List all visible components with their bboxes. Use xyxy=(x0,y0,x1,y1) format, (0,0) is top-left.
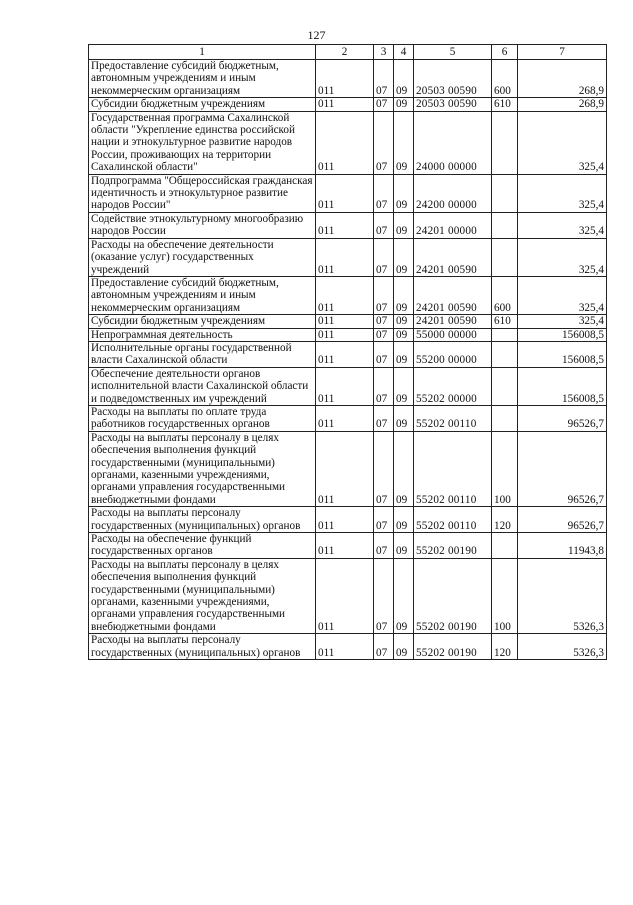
row-description: Предоставление субсидий бюджетным, автономным учреждениям и иным некоммерческим организациям xyxy=(89,60,316,98)
row-subsection-code: 09 xyxy=(394,60,414,98)
row-target-article: 24201 00590 xyxy=(414,276,492,314)
row-subsection-code: 09 xyxy=(394,341,414,367)
row-ministry-code: 011 xyxy=(316,405,374,431)
row-target-article: 55202 00190 xyxy=(414,558,492,633)
table-row xyxy=(89,60,607,98)
table-row xyxy=(89,315,607,328)
row-expense-type xyxy=(492,341,518,367)
row-section-code: 07 xyxy=(374,238,394,276)
row-expense-type xyxy=(492,533,518,559)
row-description: Расходы на выплаты персоналу государственных (муниципальных) органов xyxy=(89,507,316,533)
row-subsection-code: 09 xyxy=(394,507,414,533)
table-row xyxy=(89,276,607,314)
row-section-code: 07 xyxy=(374,315,394,328)
row-target-article: 55000 00000 xyxy=(414,328,492,341)
row-target-article: 24000 00000 xyxy=(414,111,492,174)
row-amount: 11943,8 xyxy=(518,533,607,559)
row-section-code: 07 xyxy=(374,341,394,367)
row-subsection-code: 09 xyxy=(394,174,414,212)
row-description: Субсидии бюджетным учреждениям xyxy=(89,315,316,328)
row-ministry-code: 011 xyxy=(316,341,374,367)
row-ministry-code: 011 xyxy=(316,212,374,238)
row-amount: 325,4 xyxy=(518,238,607,276)
budget-table xyxy=(88,44,607,660)
row-target-article: 55202 00110 xyxy=(414,507,492,533)
row-amount: 96526,7 xyxy=(518,507,607,533)
table-row xyxy=(89,507,607,533)
table-row xyxy=(89,111,607,174)
row-section-code: 07 xyxy=(374,558,394,633)
row-expense-type: 120 xyxy=(492,507,518,533)
row-subsection-code: 09 xyxy=(394,238,414,276)
row-section-code: 07 xyxy=(374,507,394,533)
row-description: Расходы на выплаты персоналу в целях обеспечения выполнения функций государственными (муниципальными) органами, казенными учреждениями, органами управления государственными внебюджетными фондами xyxy=(89,558,316,633)
row-ministry-code: 011 xyxy=(316,238,374,276)
row-subsection-code: 09 xyxy=(394,367,414,405)
row-target-article: 24201 00000 xyxy=(414,212,492,238)
row-amount: 268,9 xyxy=(518,98,607,111)
row-description: Обеспечение деятельности органов исполнительной власти Сахалинской области и подведомственных им учреждений xyxy=(89,367,316,405)
row-expense-type: 100 xyxy=(492,431,518,506)
row-target-article: 20503 00590 xyxy=(414,60,492,98)
column-header-6: 6 xyxy=(492,45,518,60)
row-expense-type xyxy=(492,238,518,276)
row-target-article: 55202 00110 xyxy=(414,431,492,506)
row-subsection-code: 09 xyxy=(394,328,414,341)
column-number-row xyxy=(89,45,607,60)
row-ministry-code: 011 xyxy=(316,634,374,660)
row-ministry-code: 011 xyxy=(316,507,374,533)
column-header-4: 4 xyxy=(394,45,414,60)
row-target-article: 20503 00590 xyxy=(414,98,492,111)
row-amount: 96526,7 xyxy=(518,431,607,506)
row-amount: 96526,7 xyxy=(518,405,607,431)
row-target-article: 24201 00590 xyxy=(414,315,492,328)
row-description: Государственная программа Сахалинской области "Укрепление единства российской нации и этнокультурное развитие народов России, проживающих на территории Сахалинской области" xyxy=(89,111,316,174)
row-expense-type: 610 xyxy=(492,315,518,328)
row-description: Содействие этнокультурному многообразию народов России xyxy=(89,212,316,238)
row-description: Расходы на выплаты персоналу государственных (муниципальных) органов xyxy=(89,634,316,660)
table-row xyxy=(89,328,607,341)
row-target-article: 55202 00000 xyxy=(414,367,492,405)
column-header-7: 7 xyxy=(518,45,607,60)
row-ministry-code: 011 xyxy=(316,558,374,633)
row-subsection-code: 09 xyxy=(394,98,414,111)
row-section-code: 07 xyxy=(374,174,394,212)
row-target-article: 55202 00190 xyxy=(414,533,492,559)
row-section-code: 07 xyxy=(374,405,394,431)
row-section-code: 07 xyxy=(374,367,394,405)
table-row xyxy=(89,367,607,405)
row-subsection-code: 09 xyxy=(394,634,414,660)
row-description: Подпрограмма "Общероссийская гражданская идентичность и этнокультурное развитие народов России" xyxy=(89,174,316,212)
row-description: Расходы на обеспечение функций государственных органов xyxy=(89,533,316,559)
row-amount: 325,4 xyxy=(518,315,607,328)
row-expense-type: 600 xyxy=(492,276,518,314)
row-subsection-code: 09 xyxy=(394,533,414,559)
column-header-1: 1 xyxy=(89,45,316,60)
row-ministry-code: 011 xyxy=(316,328,374,341)
row-ministry-code: 011 xyxy=(316,111,374,174)
row-target-article: 55202 00190 xyxy=(414,634,492,660)
row-description: Непрограммная деятельность xyxy=(89,328,316,341)
row-description: Расходы на выплаты по оплате труда работников государственных органов xyxy=(89,405,316,431)
row-ministry-code: 011 xyxy=(316,533,374,559)
row-section-code: 07 xyxy=(374,212,394,238)
row-section-code: 07 xyxy=(374,276,394,314)
row-subsection-code: 09 xyxy=(394,212,414,238)
row-target-article: 24201 00590 xyxy=(414,238,492,276)
row-amount: 325,4 xyxy=(518,276,607,314)
table-row xyxy=(89,533,607,559)
table-row xyxy=(89,558,607,633)
row-description: Исполнительные органы государственной власти Сахалинской области xyxy=(89,341,316,367)
row-ministry-code: 011 xyxy=(316,276,374,314)
row-description: Расходы на выплаты персоналу в целях обеспечения выполнения функций государственными (муниципальными) органами, казенными учреждениями, органами управления государственными внебюджетными фондами xyxy=(89,431,316,506)
table-row xyxy=(89,212,607,238)
table-row xyxy=(89,341,607,367)
row-expense-type xyxy=(492,367,518,405)
row-amount: 156008,5 xyxy=(518,341,607,367)
row-amount: 156008,5 xyxy=(518,367,607,405)
column-header-3: 3 xyxy=(374,45,394,60)
row-subsection-code: 09 xyxy=(394,405,414,431)
row-subsection-code: 09 xyxy=(394,431,414,506)
row-ministry-code: 011 xyxy=(316,431,374,506)
row-subsection-code: 09 xyxy=(394,315,414,328)
table-row xyxy=(89,174,607,212)
column-header-2: 2 xyxy=(316,45,374,60)
row-description: Расходы на обеспечение деятельности (оказание услуг) государственных учреждений xyxy=(89,238,316,276)
row-target-article: 55200 00000 xyxy=(414,341,492,367)
table-body xyxy=(89,60,607,660)
row-amount: 5326,3 xyxy=(518,634,607,660)
row-subsection-code: 09 xyxy=(394,111,414,174)
page-number: 127 xyxy=(307,28,326,42)
row-expense-type: 100 xyxy=(492,558,518,633)
row-section-code: 07 xyxy=(374,533,394,559)
row-expense-type xyxy=(492,328,518,341)
row-amount: 268,9 xyxy=(518,60,607,98)
row-expense-type: 610 xyxy=(492,98,518,111)
row-expense-type xyxy=(492,111,518,174)
row-amount: 325,4 xyxy=(518,174,607,212)
row-expense-type: 600 xyxy=(492,60,518,98)
row-amount: 325,4 xyxy=(518,212,607,238)
row-subsection-code: 09 xyxy=(394,558,414,633)
row-amount: 5326,3 xyxy=(518,558,607,633)
row-expense-type xyxy=(492,212,518,238)
row-ministry-code: 011 xyxy=(316,60,374,98)
row-amount: 156008,5 xyxy=(518,328,607,341)
table-row xyxy=(89,98,607,111)
row-section-code: 07 xyxy=(374,431,394,506)
row-section-code: 07 xyxy=(374,60,394,98)
row-amount: 325,4 xyxy=(518,111,607,174)
row-expense-type: 120 xyxy=(492,634,518,660)
row-expense-type xyxy=(492,405,518,431)
row-subsection-code: 09 xyxy=(394,276,414,314)
row-ministry-code: 011 xyxy=(316,315,374,328)
row-ministry-code: 011 xyxy=(316,98,374,111)
row-target-article: 24200 00000 xyxy=(414,174,492,212)
row-section-code: 07 xyxy=(374,634,394,660)
row-description: Предоставление субсидий бюджетным, автономным учреждениям и иным некоммерческим организациям xyxy=(89,276,316,314)
table-row xyxy=(89,405,607,431)
row-section-code: 07 xyxy=(374,328,394,341)
table-row xyxy=(89,238,607,276)
row-target-article: 55202 00110 xyxy=(414,405,492,431)
row-ministry-code: 011 xyxy=(316,174,374,212)
row-ministry-code: 011 xyxy=(316,367,374,405)
row-description: Субсидии бюджетным учреждениям xyxy=(89,98,316,111)
table-row xyxy=(89,431,607,506)
row-expense-type xyxy=(492,174,518,212)
column-header-5: 5 xyxy=(414,45,492,60)
row-section-code: 07 xyxy=(374,111,394,174)
table-row xyxy=(89,634,607,660)
row-section-code: 07 xyxy=(374,98,394,111)
